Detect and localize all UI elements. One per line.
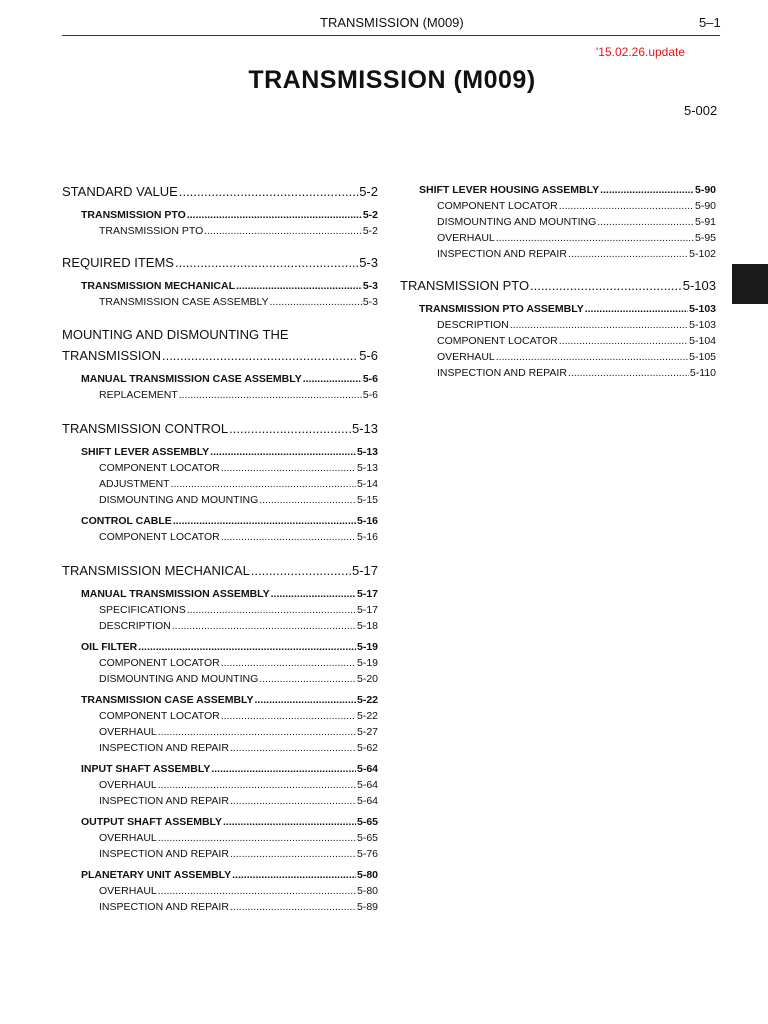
toc-section-entry[interactable]: STANDARD VALUE ..... 5-2 bbox=[62, 182, 378, 202]
toc-item-entry[interactable]: COMPONENT LOCATOR ..... 5-104 bbox=[400, 333, 716, 349]
update-note: '15.02.26.update bbox=[596, 45, 686, 59]
toc-right-column bbox=[400, 178, 716, 381]
toc-item-entry[interactable]: OVERHAUL ..... 5-105 bbox=[400, 349, 716, 365]
toc-item-entry[interactable]: DISMOUNTING AND MOUNTING ..... 5-20 bbox=[62, 671, 378, 687]
toc-item-entry[interactable]: INSPECTION AND REPAIR ..... 5-110 bbox=[400, 365, 716, 381]
toc-item-entry[interactable]: INSPECTION AND REPAIR ..... 5-64 bbox=[62, 793, 378, 809]
toc-item-entry[interactable]: TRANSMISSION CASE ASSEMBLY ..... 5-3 bbox=[62, 294, 378, 310]
toc-item-entry[interactable]: COMPONENT LOCATOR ..... 5-13 bbox=[62, 460, 378, 476]
document-title: TRANSMISSION (M009) bbox=[248, 66, 536, 94]
toc-section-entry[interactable]: MOUNTING AND DISMOUNTING THE TRANSMISSION ..... 5-6 bbox=[62, 324, 378, 366]
toc-subsection-entry[interactable]: TRANSMISSION CASE ASSEMBLY ..... 5-22 bbox=[62, 692, 378, 708]
toc-subsection-entry[interactable]: TRANSMISSION PTO ..... 5-2 bbox=[62, 207, 378, 223]
toc-subsection-entry[interactable]: OIL FILTER ..... 5-19 bbox=[62, 639, 378, 655]
toc-subsection-entry[interactable]: OUTPUT SHAFT ASSEMBLY ..... 5-65 bbox=[62, 814, 378, 830]
toc-item-entry[interactable]: INSPECTION AND REPAIR ..... 5-102 bbox=[400, 246, 716, 262]
header-divider bbox=[62, 35, 720, 36]
toc-section-entry[interactable]: TRANSMISSION MECHANICAL ..... 5-17 bbox=[62, 561, 378, 581]
toc-item-entry[interactable]: DISMOUNTING AND MOUNTING ..... 5-15 bbox=[62, 492, 378, 508]
toc-item-entry[interactable]: COMPONENT LOCATOR ..... 5-16 bbox=[62, 529, 378, 545]
toc-section-entry[interactable]: REQUIRED ITEMS ..... 5-3 bbox=[62, 253, 378, 273]
toc-subsection-entry[interactable]: MANUAL TRANSMISSION ASSEMBLY ..... 5-17 bbox=[62, 586, 378, 602]
toc-subsection-entry[interactable]: SHIFT LEVER ASSEMBLY ..... 5-13 bbox=[62, 444, 378, 460]
section-thumb-tab bbox=[732, 264, 768, 304]
toc-item-entry[interactable]: SPECIFICATIONS ..... 5-17 bbox=[62, 602, 378, 618]
toc-left-column bbox=[62, 172, 378, 915]
toc-item-entry[interactable]: DESCRIPTION ..... 5-103 bbox=[400, 317, 716, 333]
toc-section-entry[interactable]: TRANSMISSION CONTROL ..... 5-13 bbox=[62, 419, 378, 439]
toc-subsection-entry[interactable]: SHIFT LEVER HOUSING ASSEMBLY ..... 5-90 bbox=[400, 182, 716, 198]
toc-section-label-line1: MOUNTING AND DISMOUNTING THE bbox=[62, 327, 289, 342]
header-title: TRANSMISSION (M009) bbox=[320, 15, 464, 30]
toc-item-entry[interactable]: ADJUSTMENT ..... 5-14 bbox=[62, 476, 378, 492]
toc-item-entry[interactable]: TRANSMISSION PTO ..... 5-2 bbox=[62, 223, 378, 239]
toc-subsection-entry[interactable]: TRANSMISSION MECHANICAL ..... 5-3 bbox=[62, 278, 378, 294]
toc-item-entry[interactable]: OVERHAUL ..... 5-27 bbox=[62, 724, 378, 740]
toc-subsection-entry[interactable]: CONTROL CABLE ..... 5-16 bbox=[62, 513, 378, 529]
toc-item-entry[interactable]: COMPONENT LOCATOR ..... 5-90 bbox=[400, 198, 716, 214]
toc-item-entry[interactable]: OVERHAUL ..... 5-65 bbox=[62, 830, 378, 846]
toc-item-entry[interactable]: DESCRIPTION ..... 5-18 bbox=[62, 618, 378, 634]
toc-item-entry[interactable]: OVERHAUL ..... 5-64 bbox=[62, 777, 378, 793]
header-page-number: 5–1 bbox=[699, 15, 721, 30]
toc-subsection-entry[interactable]: PLANETARY UNIT ASSEMBLY ..... 5-80 bbox=[62, 867, 378, 883]
toc-item-entry[interactable]: INSPECTION AND REPAIR ..... 5-76 bbox=[62, 846, 378, 862]
toc-item-entry[interactable]: OVERHAUL ..... 5-95 bbox=[400, 230, 716, 246]
toc-item-entry[interactable]: INSPECTION AND REPAIR ..... 5-62 bbox=[62, 740, 378, 756]
toc-subsection-entry[interactable]: INPUT SHAFT ASSEMBLY ..... 5-64 bbox=[62, 761, 378, 777]
toc-item-entry[interactable]: COMPONENT LOCATOR ..... 5-19 bbox=[62, 655, 378, 671]
toc-item-entry[interactable]: DISMOUNTING AND MOUNTING ..... 5-91 bbox=[400, 214, 716, 230]
toc-item-entry[interactable]: COMPONENT LOCATOR ..... 5-22 bbox=[62, 708, 378, 724]
toc-item-entry[interactable]: OVERHAUL ..... 5-80 bbox=[62, 883, 378, 899]
document-number: 5-002 bbox=[684, 103, 718, 118]
toc-subsection-entry[interactable]: MANUAL TRANSMISSION CASE ASSEMBLY ..... 5-6 bbox=[62, 371, 378, 387]
toc-subsection-entry[interactable]: TRANSMISSION PTO ASSEMBLY ..... 5-103 bbox=[400, 301, 716, 317]
toc-section-entry[interactable]: TRANSMISSION PTO ..... 5-103 bbox=[400, 276, 716, 296]
toc-item-entry[interactable]: INSPECTION AND REPAIR ..... 5-89 bbox=[62, 899, 378, 915]
toc-item-entry[interactable]: REPLACEMENT ..... 5-6 bbox=[62, 387, 378, 403]
